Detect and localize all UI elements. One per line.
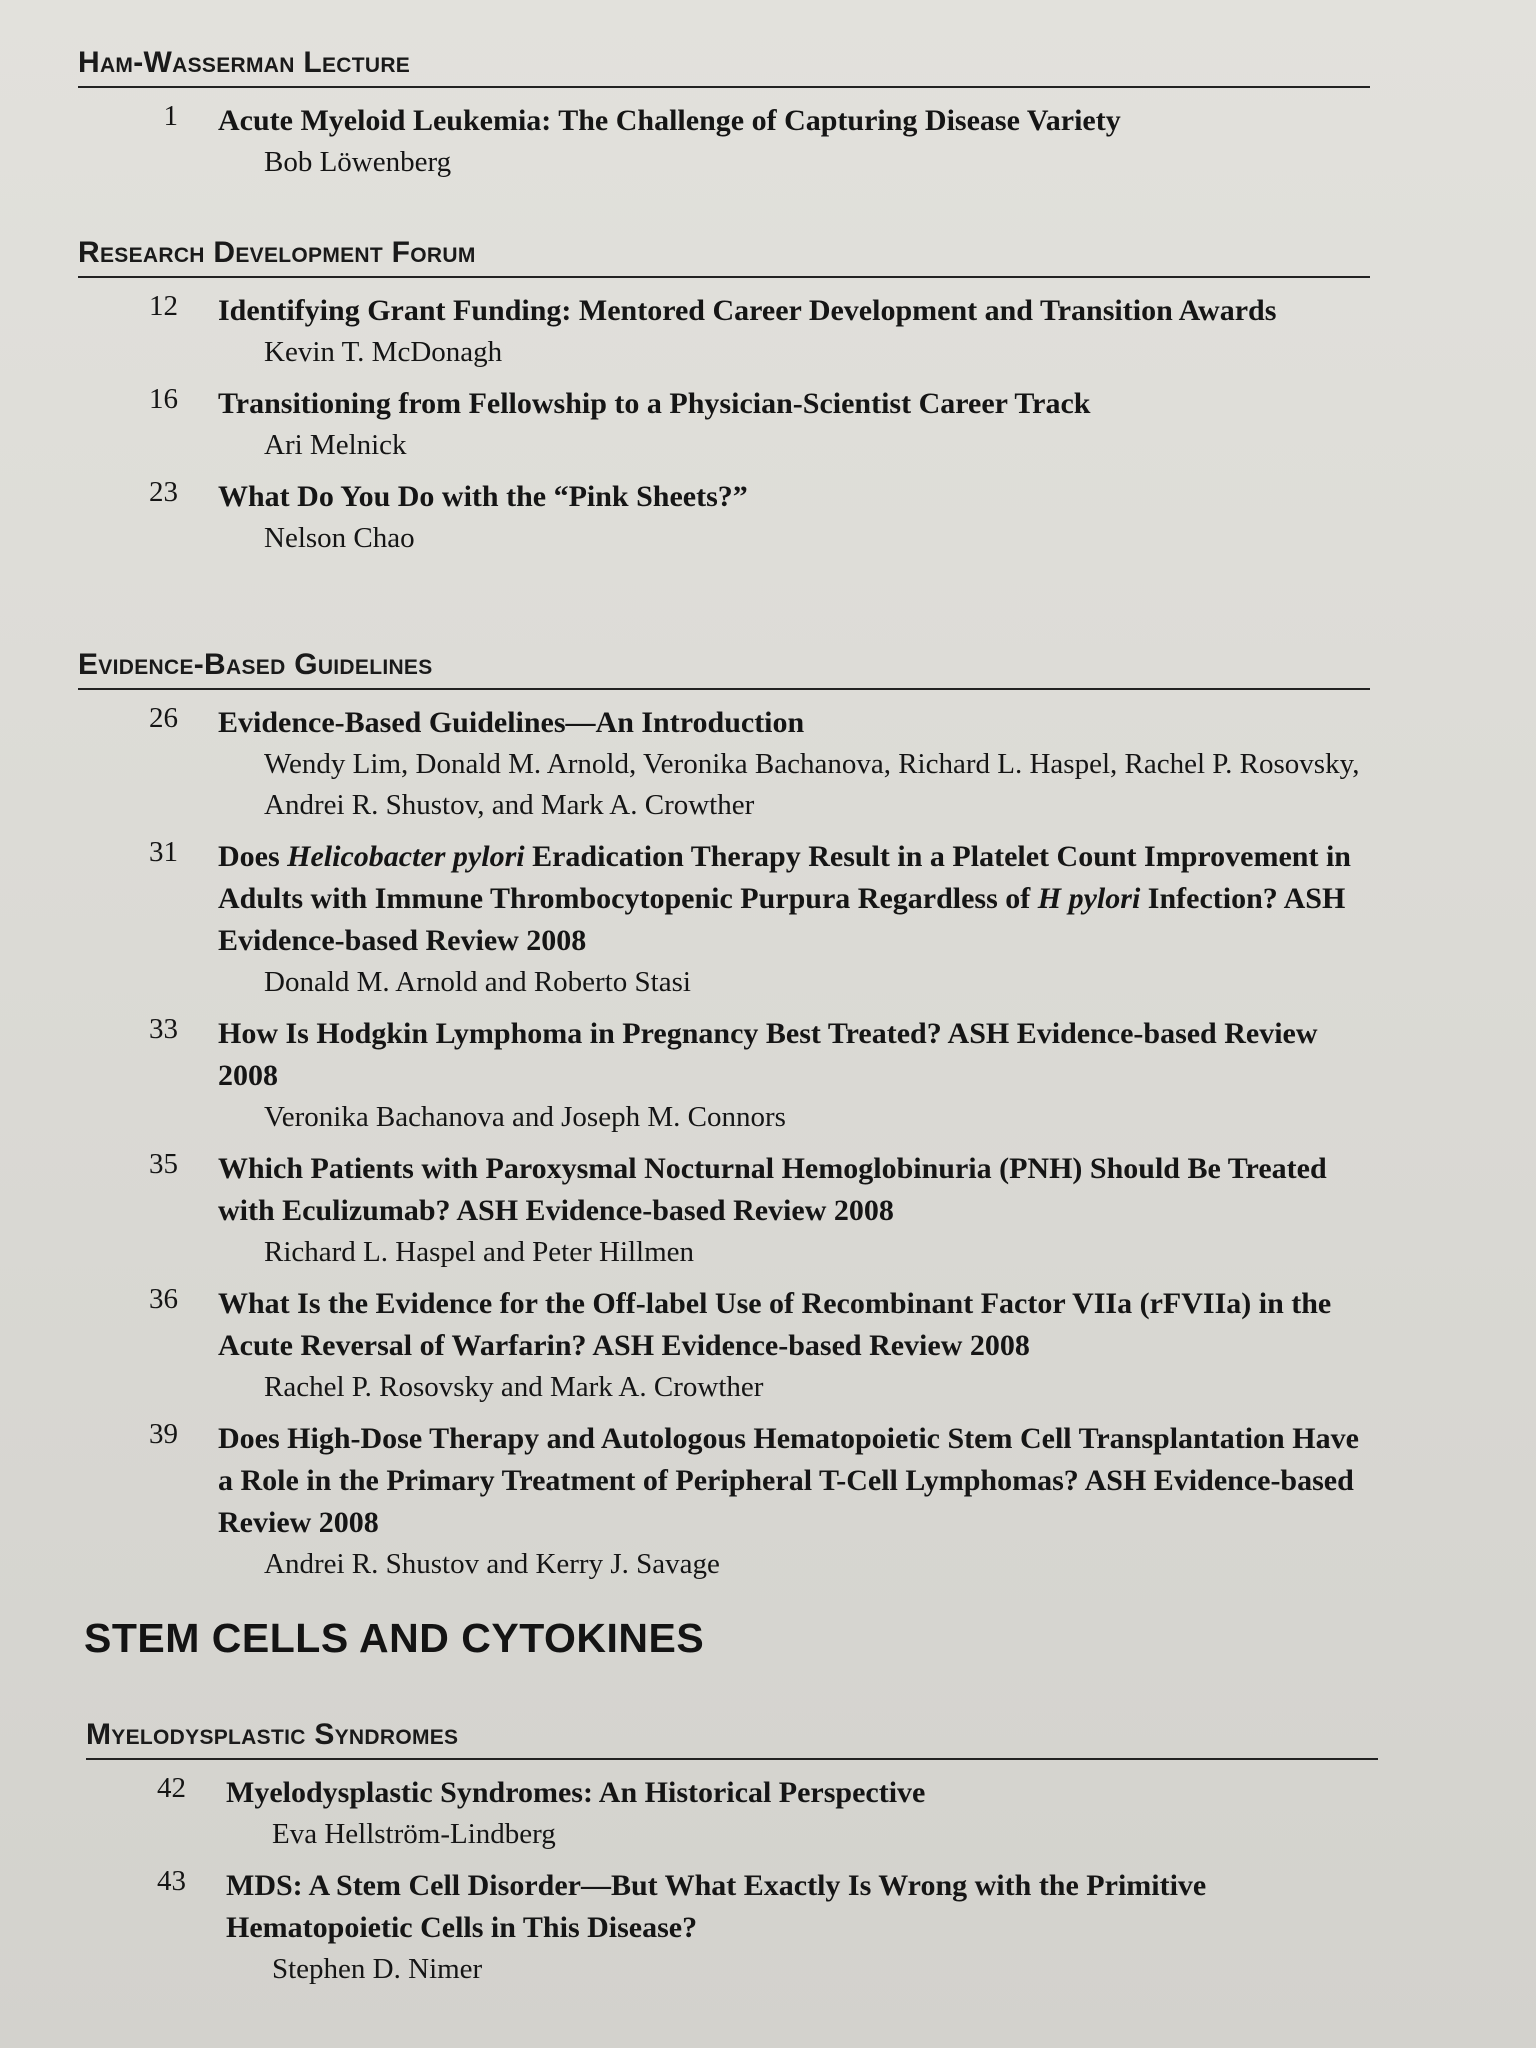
entry-title: Evidence-Based Guidelines—An Introduction bbox=[218, 706, 805, 739]
entry-authors: Donald M. Arnold and Roberto Stasi bbox=[264, 966, 691, 998]
entry-authors: Wendy Lim, Donald M. Arnold, Veronika Bachanova, Richard L. Haspel, Rachel P. Rosovsky, Andrei R. Shustov, and Mark A. Crowther bbox=[264, 748, 1360, 821]
section-ham-wasserman bbox=[78, 46, 1370, 183]
page-number: 33 bbox=[149, 1013, 178, 1045]
part-heading: STEM CELLS AND CYTOKINES bbox=[84, 1615, 705, 1661]
entry-title: What Do You Do with the “Pink Sheets?” bbox=[218, 480, 748, 513]
section-heading: Myelodysplastic Syndromes bbox=[86, 1718, 1378, 1760]
entry-title bbox=[218, 836, 1370, 962]
page-number: 31 bbox=[149, 836, 178, 868]
entry-authors: Eva Hellström-Lindberg bbox=[272, 1818, 556, 1850]
section-evidence-based-guidelines bbox=[78, 648, 1370, 1585]
toc-entry[interactable] bbox=[78, 702, 1370, 826]
toc-entry[interactable] bbox=[78, 1283, 1370, 1408]
page-number: 42 bbox=[157, 1772, 186, 1804]
entry-authors: Kevin T. McDonagh bbox=[264, 336, 503, 368]
title-part: Does bbox=[218, 840, 288, 873]
toc-entry[interactable] bbox=[78, 1148, 1370, 1273]
entry-authors: Richard L. Haspel and Peter Hillmen bbox=[264, 1236, 695, 1268]
page-number: 26 bbox=[149, 702, 178, 734]
entry-title: Acute Myeloid Leukemia: The Challenge of Capturing Disease Variety bbox=[218, 104, 1121, 137]
toc-entry[interactable] bbox=[78, 1418, 1370, 1585]
bleed-through-text bbox=[60, 8, 68, 42]
entry-title: Which Patients with Paroxysmal Nocturnal Hemoglobinuria (PNH) Should Be Treated with Eculizumab? ASH Evidence-based Review 2008 bbox=[218, 1152, 1327, 1227]
page-number: 16 bbox=[149, 383, 178, 415]
toc-entry[interactable] bbox=[86, 1865, 1378, 1990]
entry-authors: Bob Löwenberg bbox=[264, 146, 452, 178]
entry-title: How Is Hodgkin Lymphoma in Pregnancy Best Treated? ASH Evidence-based Review 2008 bbox=[218, 1017, 1318, 1092]
page-number: 23 bbox=[149, 476, 178, 508]
section-myelodysplastic-syndromes bbox=[86, 1718, 1378, 1990]
title-part: Eradication Therapy Result in a Platelet Count Improvement in Adults with Immune Thrombocytopenic Purpura Regardless of bbox=[218, 840, 1351, 915]
page-number: 36 bbox=[149, 1283, 178, 1315]
toc-entry[interactable] bbox=[78, 290, 1370, 373]
title-italic: H pylori bbox=[1037, 882, 1141, 915]
toc-entry[interactable] bbox=[78, 836, 1370, 1003]
entry-title: What Is the Evidence for the Off-label Use of Recombinant Factor VIIa (rFVIIa) in the Acute Reversal of Warfarin? ASH Evidence-based Review 2008 bbox=[218, 1287, 1332, 1362]
toc-entry[interactable] bbox=[78, 383, 1370, 466]
title-italic: Helicobacter pylori bbox=[287, 840, 525, 873]
page-number: 12 bbox=[149, 290, 178, 322]
toc-entry[interactable] bbox=[78, 1013, 1370, 1138]
entry-authors: Veronika Bachanova and Joseph M. Connors bbox=[264, 1101, 786, 1133]
entry-authors: Stephen D. Nimer bbox=[272, 1953, 483, 1985]
toc-entry[interactable] bbox=[86, 1772, 1378, 1855]
entry-authors: Andrei R. Shustov and Kerry J. Savage bbox=[264, 1548, 720, 1580]
page-number: 43 bbox=[157, 1865, 186, 1897]
entry-authors: Ari Melnick bbox=[264, 429, 407, 461]
entry-title: Myelodysplastic Syndromes: An Historical Perspective bbox=[226, 1776, 926, 1809]
toc-entry[interactable] bbox=[78, 476, 1370, 559]
entry-title: Identifying Grant Funding: Mentored Career Development and Transition Awards bbox=[218, 294, 1277, 327]
section-heading: Research Development Forum bbox=[78, 236, 1370, 278]
entry-title: Does High-Dose Therapy and Autologous Hematopoietic Stem Cell Transplantation Have a Role in the Primary Treatment of Peripheral T-Cell Lymphomas? ASH Evidence-based Review 2008 bbox=[218, 1422, 1359, 1539]
page-number: 35 bbox=[149, 1148, 178, 1180]
entry-title: MDS: A Stem Cell Disorder—But What Exactly Is Wrong with the Primitive Hematopoietic Cells in This Disease? bbox=[226, 1869, 1207, 1944]
entry-title: Transitioning from Fellowship to a Physician-Scientist Career Track bbox=[218, 387, 1091, 420]
entry-authors: Nelson Chao bbox=[264, 522, 415, 554]
page-number: 39 bbox=[149, 1418, 178, 1450]
section-research-development-forum bbox=[78, 236, 1370, 559]
toc-entry[interactable] bbox=[78, 100, 1370, 183]
page-number: 1 bbox=[163, 100, 178, 132]
title-part: Infection? ASH Evidence-based Review 2008 bbox=[218, 882, 1346, 957]
section-heading: Ham-Wasserman Lecture bbox=[78, 46, 1370, 88]
section-heading: Evidence-Based Guidelines bbox=[78, 648, 1370, 690]
entry-authors: Rachel P. Rosovsky and Mark A. Crowther bbox=[264, 1371, 764, 1403]
